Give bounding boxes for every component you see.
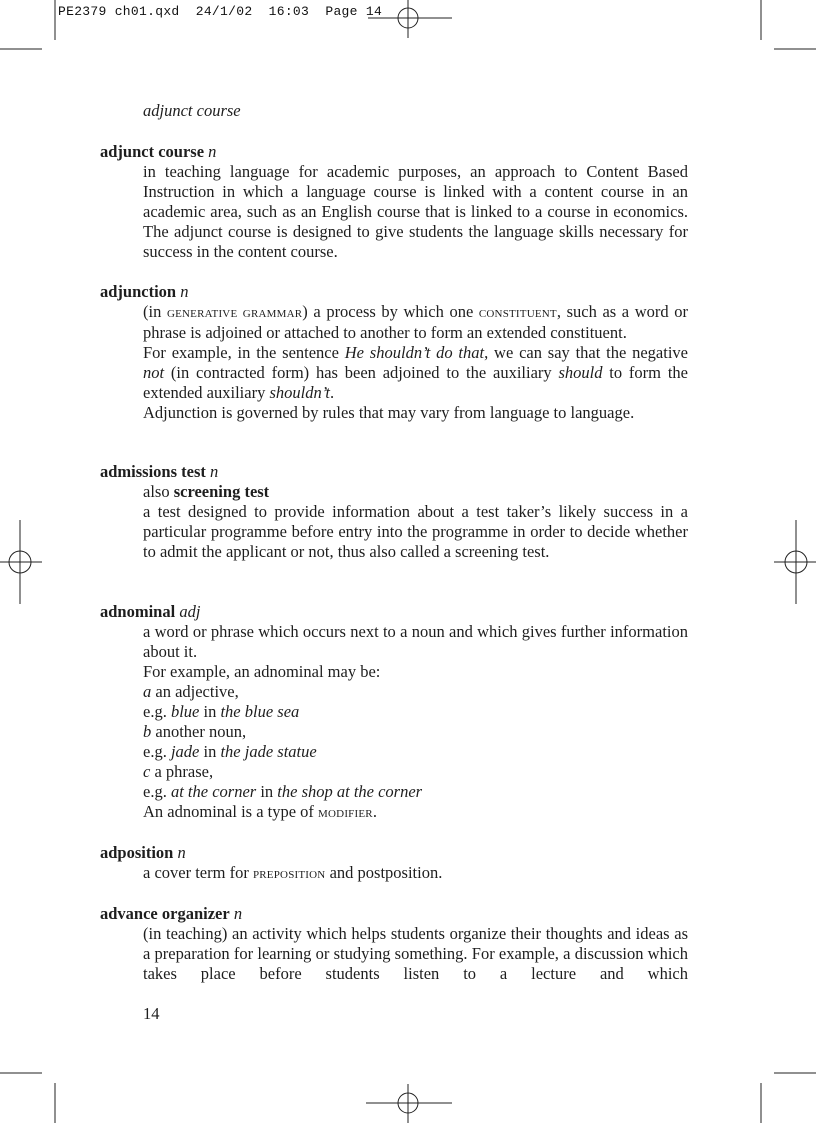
example-word: not (143, 363, 165, 382)
text-run: For example, in the sentence (143, 343, 345, 362)
entry-headline (100, 142, 688, 162)
entry-headline (100, 904, 688, 924)
list-item (143, 722, 688, 742)
list-letter: a (143, 682, 152, 701)
definition (143, 622, 688, 823)
entry-headline (100, 462, 688, 482)
text-run: and postposition. (325, 863, 443, 882)
definition-text: (in teaching) an activity which helps students organize their thoughts and ideas as a preparation for learning or studying something. For example, a discussion which takes place before students listen to a lecture and which (143, 924, 688, 983)
text-run: (in contracted form) has been adjoined to the auxiliary (164, 363, 559, 382)
page-number: 14 (143, 1004, 160, 1023)
example-term: jade (170, 742, 200, 761)
example-phrase: the blue sea (220, 702, 300, 721)
part-of-speech: n (177, 843, 186, 862)
list-item-text: a phrase, (150, 762, 214, 781)
headword: adnominal (100, 602, 176, 621)
entry-headline (100, 602, 688, 622)
part-of-speech: adj (179, 602, 201, 621)
text-run: ) a process by which one (302, 302, 479, 321)
list-example (143, 782, 688, 802)
cross-reference: preposition (252, 866, 326, 882)
synonym-term: screening test (173, 482, 270, 501)
definition-text: in teaching language for academic purposes, an approach to Content Based Instruction in which a language course is linked with a content course in an academic area, such as an English course that is linked to a course in economics. The adjunct course is designed to give students the language skills necessary for success in the content course. (143, 162, 688, 261)
also-label: also (143, 482, 174, 501)
entry-adnominal (100, 602, 688, 823)
entry-adposition (100, 843, 688, 884)
list-example (143, 742, 688, 762)
headword: advance organizer (100, 904, 230, 923)
example-term: blue (170, 702, 200, 721)
registration-mark-right (774, 520, 816, 604)
definition-text: a test designed to provide information about a test taker’s likely success in a particular programme before entry into the programme in order to decide whether to admit the applicant or not, thus also called a screening test. (143, 502, 688, 561)
definition (143, 482, 688, 562)
list-letter: b (143, 722, 152, 741)
text-run: . (372, 802, 377, 821)
text-run: , such as a word or phrase is adjoined or attached to another to form an extended constituent. (143, 302, 688, 342)
list-item-text: an adjective, (151, 682, 239, 701)
definition-paragraph: Adjunction is governed by rules that may vary from language to language. (143, 403, 635, 422)
print-slug: PE2379 ch01.qxd 24/1/02 16:03 Page 14 (58, 4, 383, 19)
part-of-speech: n (233, 904, 243, 923)
entry-adjunction (100, 282, 688, 423)
example-phrase: the shop at the corner (277, 782, 423, 801)
eg-label: e.g. (143, 782, 171, 801)
text-run: to form the extended auxiliary (143, 363, 688, 402)
entry-headline (100, 843, 688, 863)
synonym-line (143, 482, 688, 502)
text-run: in (199, 702, 221, 721)
text-run: in (199, 742, 221, 761)
text-run: a cover term for (143, 863, 253, 882)
example-term: at the corner (170, 782, 257, 801)
entry-headline (100, 282, 688, 302)
headword: adjunct course (100, 142, 205, 161)
eg-label: e.g. (143, 742, 171, 761)
example-word: should (558, 363, 603, 382)
text-run: (in (143, 302, 167, 321)
entry-admissions-test (100, 462, 688, 562)
definition-paragraph (143, 802, 688, 823)
list-item (143, 682, 688, 702)
definition-text: a word or phrase which occurs next to a noun and which gives further information about it. (143, 622, 688, 661)
entry-adjunct-course (100, 142, 688, 262)
registration-mark-left (0, 520, 42, 604)
example-sentence: He shouldn’t do that (344, 343, 485, 362)
text-run: in (256, 782, 278, 801)
eg-label: e.g. (143, 702, 171, 721)
text-run: , we can say that the negative (484, 343, 688, 362)
registration-mark-bottom (366, 1084, 452, 1123)
text-run: . (329, 383, 335, 402)
list-item (143, 762, 688, 782)
definition-paragraph (143, 302, 688, 343)
part-of-speech: n (208, 142, 217, 161)
list-example (143, 702, 688, 722)
part-of-speech: n (210, 462, 219, 481)
cross-reference: modifier (318, 805, 373, 821)
definition (143, 924, 688, 984)
definition (143, 863, 688, 884)
definition (143, 302, 688, 423)
registration-mark-top (368, 0, 452, 38)
list-letter: c (143, 762, 151, 781)
headword: adposition (100, 843, 174, 862)
example-phrase: the jade statue (220, 742, 317, 761)
definition-text (143, 863, 688, 884)
example-intro: For example, an adnominal may be: (143, 662, 381, 681)
headword: admissions test (100, 462, 206, 481)
list-item-text: another noun, (151, 722, 247, 741)
text-run: An adnominal is a type of (143, 802, 319, 821)
headword: adjunction (100, 282, 177, 301)
running-head: adjunct course (143, 101, 241, 120)
entry-advance-organizer (100, 904, 688, 984)
example-paragraph (143, 343, 688, 403)
definition (143, 162, 688, 262)
cross-reference: constituent (478, 305, 557, 321)
cross-reference: generative grammar (166, 305, 303, 321)
part-of-speech: n (180, 282, 189, 301)
example-word: shouldn’t (269, 383, 330, 402)
